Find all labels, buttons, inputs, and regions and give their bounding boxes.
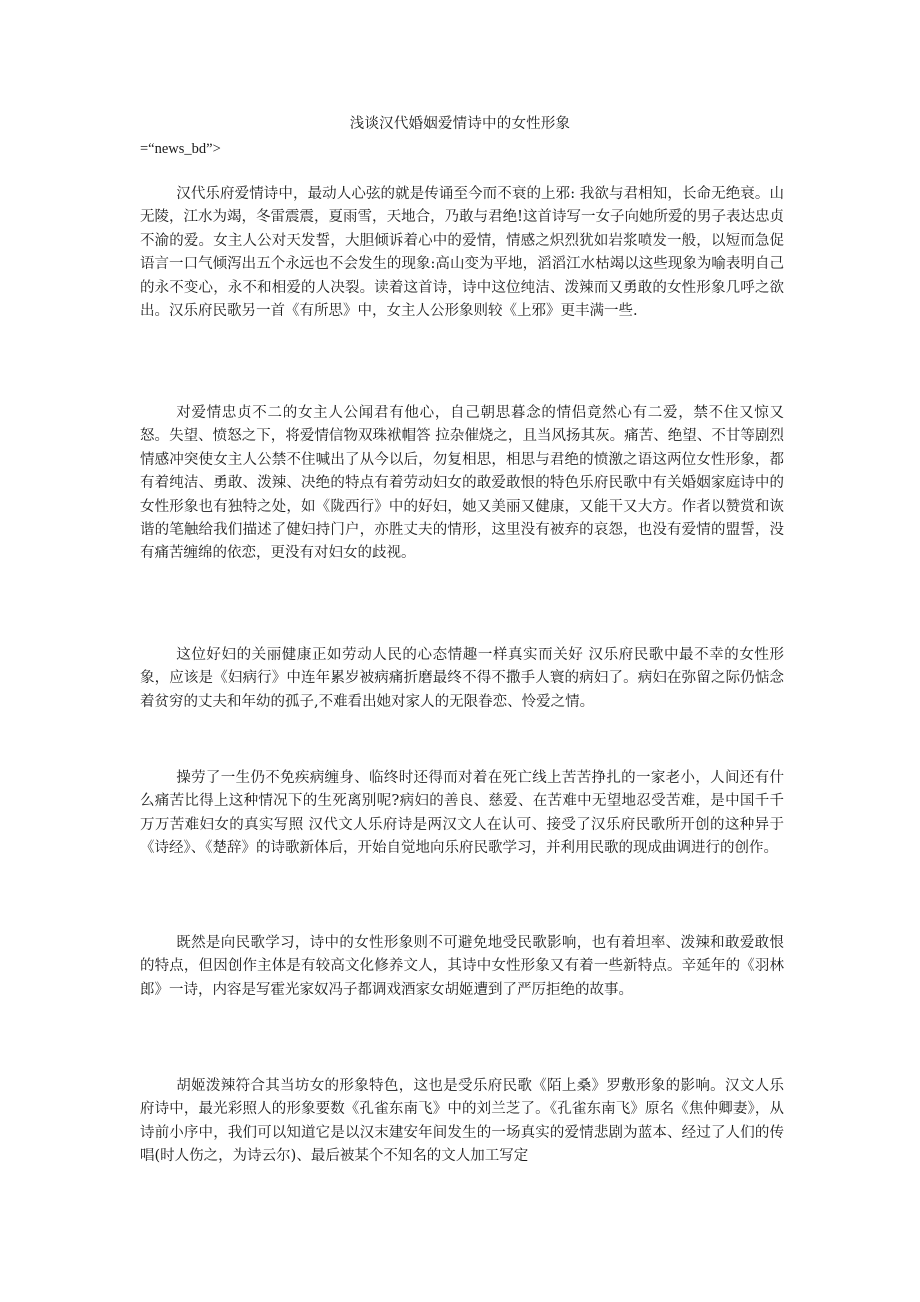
document-title: 浅谈汉代婚姻爱情诗中的女性形象 [349,116,571,132]
paragraph-1: 汉代乐府爱情诗中，最动人心弦的就是传诵至今而不衰的上邪: 我欲与君相知，长命无绝衰。山无陵，江水为竭，冬雷震震，夏雨雪，天地合，乃敢与君绝!这首诗写一女子向她所爱的男子表达忠贞不渝的爱。女主人公对天发誓，大胆倾诉着心中的爱情，情感之炽烈犹如岩浆喷发一般，以短而急促语言一口气倾泻出五个永远也不会发生的现象:高山变为平地，滔滔江水枯竭以这些现象为喻表明自己的永不变心，永不和相爱的人决裂。读着这首诗，诗中这位纯洁、泼辣而又勇敢的女性形象几呼之欲出。汉乐府民歌另一首《有所思》中，女主人公形象则较《上邪》更丰满一些. [140,186,784,320]
paragraph-3: 这位好妇的关丽健康正如劳动人民的心态情趣一样真实而关好 汉乐府民歌中最不幸的女性形象，应该是《妇病行》中连年累岁被病痛折磨最终不得不撒手人寰的病妇了。病妇在弥留之际仍惦念着贫穷的丈夫和年幼的孤子,不难看出她对家人的无限眷恋、怜爱之情。 [140,647,784,710]
paragraph-5: 既然是向民歌学习，诗中的女性形象则不可避免地受民歌影响，也有着坦率、泼辣和敢爱敢恨的特点，但因创作主体是有较高文化修养文人，其诗中女性形象又有着一些新特点。辛延年的《羽林郎》一诗，内容是写霍光家奴冯子都调戏酒家女胡姬遭到了严厉拒绝的故事。 [140,935,784,998]
stray-markup-text: =“news_bd”> [140,141,221,157]
paragraph-4: 操劳了一生仍不免疾病缠身、临终时还得而对着在死亡线上苦苦挣扎的一家老小，人间还有什么痛苦比得上这种情况下的生死离别呢?病妇的善良、慈爱、在苦难中无望地忍受苦难，是中国千千万万苦难妇女的真实写照 汉代文人乐府诗是两汉文人在认可、接受了汉乐府民歌所开创的这种异于《诗经》、《楚辞》的诗歌新体后，开始自觉地向乐府民歌学习，并利用民歌的现成曲调进行的创作。 [140,770,784,857]
paragraph-6: 胡姬泼辣符合其当坊女的形象特色，这也是受乐府民歌《陌上桑》罗敷形象的影响。汉文人乐府诗中，最光彩照人的形象要数《孔雀东南飞》中的刘兰芝了。《孔雀东南飞》原名《焦仲卿妻》，从诗前小序中，我们可以知道它是以汉末建安年间发生的一场真实的爱情悲剧为蓝本、经过了人们的传唱(时人伤之，为诗云尔)、最后被某个不知名的文人加工写定 [140,1078,784,1165]
paragraph-2: 对爱情忠贞不二的女主人公闻君有他心，自己朝思暮念的情侣竟然心有二爱，禁不住又惊又怒。失望、愤怒之下，将爱情信物双珠袱帽答 拉杂催烧之，且当风扬其灰。痛苦、绝望、不甘等剧烈情感冲突使女主人公禁不住喊出了从今以后，勿复相思，相思与君绝的愤激之语这两位女性形象，都有着纯洁、勇敢、泼辣、决绝的特点有着劳动妇女的敢爱敢恨的特色乐府民歌中有关婚姻家庭诗中的女性形象也有独特之处，如《陇西行》中的好妇，她又美丽又健康，又能干又大方。作者以赞赏和诙谐的笔触给我们描述了健妇持门户，亦胜丈夫的情形，这里没有被弃的哀怨，也没有爱情的盟誓，没有痛苦缠绵的依恋，更没有对妇女的歧视。 [140,405,784,562]
